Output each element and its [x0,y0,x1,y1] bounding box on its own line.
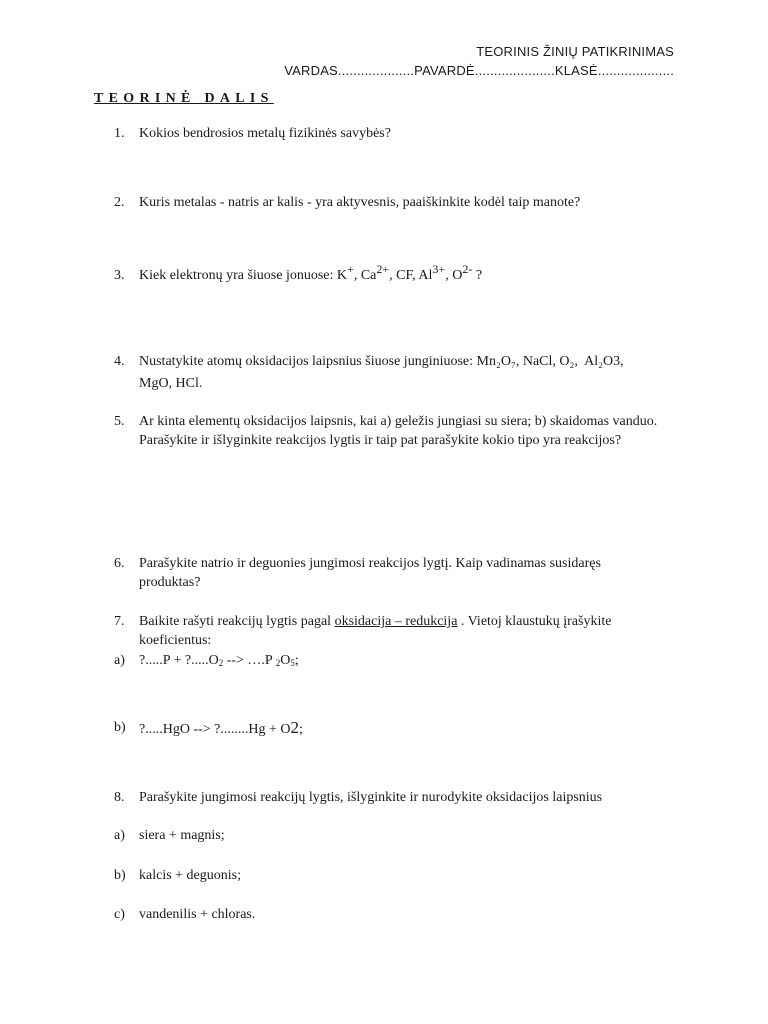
header-title: TEORINIS ŽINIŲ PATIKRINIMAS [476,44,674,59]
compound: NaCl [522,354,553,369]
item-label: c) [114,907,125,922]
question-number: 4. [114,354,125,369]
ion: $O^{2-}$ [452,262,473,283]
underlined-term: oksidacija – redukcija [334,614,458,629]
item-label: a) [114,828,125,843]
item-label: b) [114,720,126,735]
equation: ?.....P + $?.....O_2$ --> ….P $_2O_5$; [139,653,299,668]
compound: Mn₂O₇ [476,354,516,369]
question-text-suffix: ? [472,268,483,283]
question-text: Kuris metalas - natris ar kalis - yra aktyvesnis, paaiškinkite kodėl taip manote? [139,195,581,210]
question-text: Ar kinta elementų oksidacijos laipsnis, kai a) geležis jungiasi su siera; b) skaidomas vanduo. Parašykite ir išlyginkite reakcijos lygtis ir taip pat parašykite kokio tipo yra reakcijos? [139,414,658,448]
header-student-fields: VARDAS....................PAVARDĖ.....................KLASĖ.................... [284,63,674,78]
question-number: 7. [114,614,125,629]
question-number: 5. [114,414,125,429]
question-text-continued: MgO, HCl. [139,376,203,391]
question-text: Nustatykite atomų oksidacijos laipsnius šiuose junginiuose: Mn₂O₇, NaCl, O₂, Al₂O3, [139,354,624,369]
question-text: Kiek elektronų yra šiuose jonuose: K+, $Ca^{2+}$, CF, $Al^{3+}$, $O^{2-}$ ? [139,262,483,283]
item-text: vandenilis + chloras. [139,907,256,922]
item-text: siera + magnis; [139,828,225,843]
question-number: 8. [114,790,125,805]
compound: O₂ [559,354,575,369]
item-text: kalcis + deguonis; [139,868,241,883]
equation: ?.....HgO --> ?........Hg + O2; [139,718,303,737]
question-text: Kokios bendrosios metalų fizikinės savybės? [139,126,391,141]
section-title: TEORINĖ DALIS [94,91,274,106]
question-number: 2. [114,195,125,210]
ion: $Ca^{2+}$ [360,262,390,283]
question-text: Parašykite natrio ir deguonies jungimosi reakcijos lygtį. Kaip vadinamas susidaręs produktas? [139,556,601,590]
question-text: Parašykite jungimosi reakcijų lygtis, išlyginkite ir nurodykite oksidacijos laipsnius [139,790,603,805]
ion: CF [396,268,413,283]
question-text-prefix: Kiek elektronų yra šiuose jonuose: [139,268,337,283]
compound: Al₂O3 [584,354,621,369]
item-label: b) [114,868,126,883]
item-label: a) [114,653,125,668]
ion: $Al^{3+}$ [418,262,446,283]
question-text: Baikite rašyti reakcijų lygtis pagal oksidacija – redukcija . Vietoj klaustukų įrašykite koeficientus: [139,614,612,648]
question-number: 6. [114,556,125,571]
question-number: 1. [114,126,125,141]
ion: K+ [336,262,354,283]
question-number: 3. [114,268,125,283]
